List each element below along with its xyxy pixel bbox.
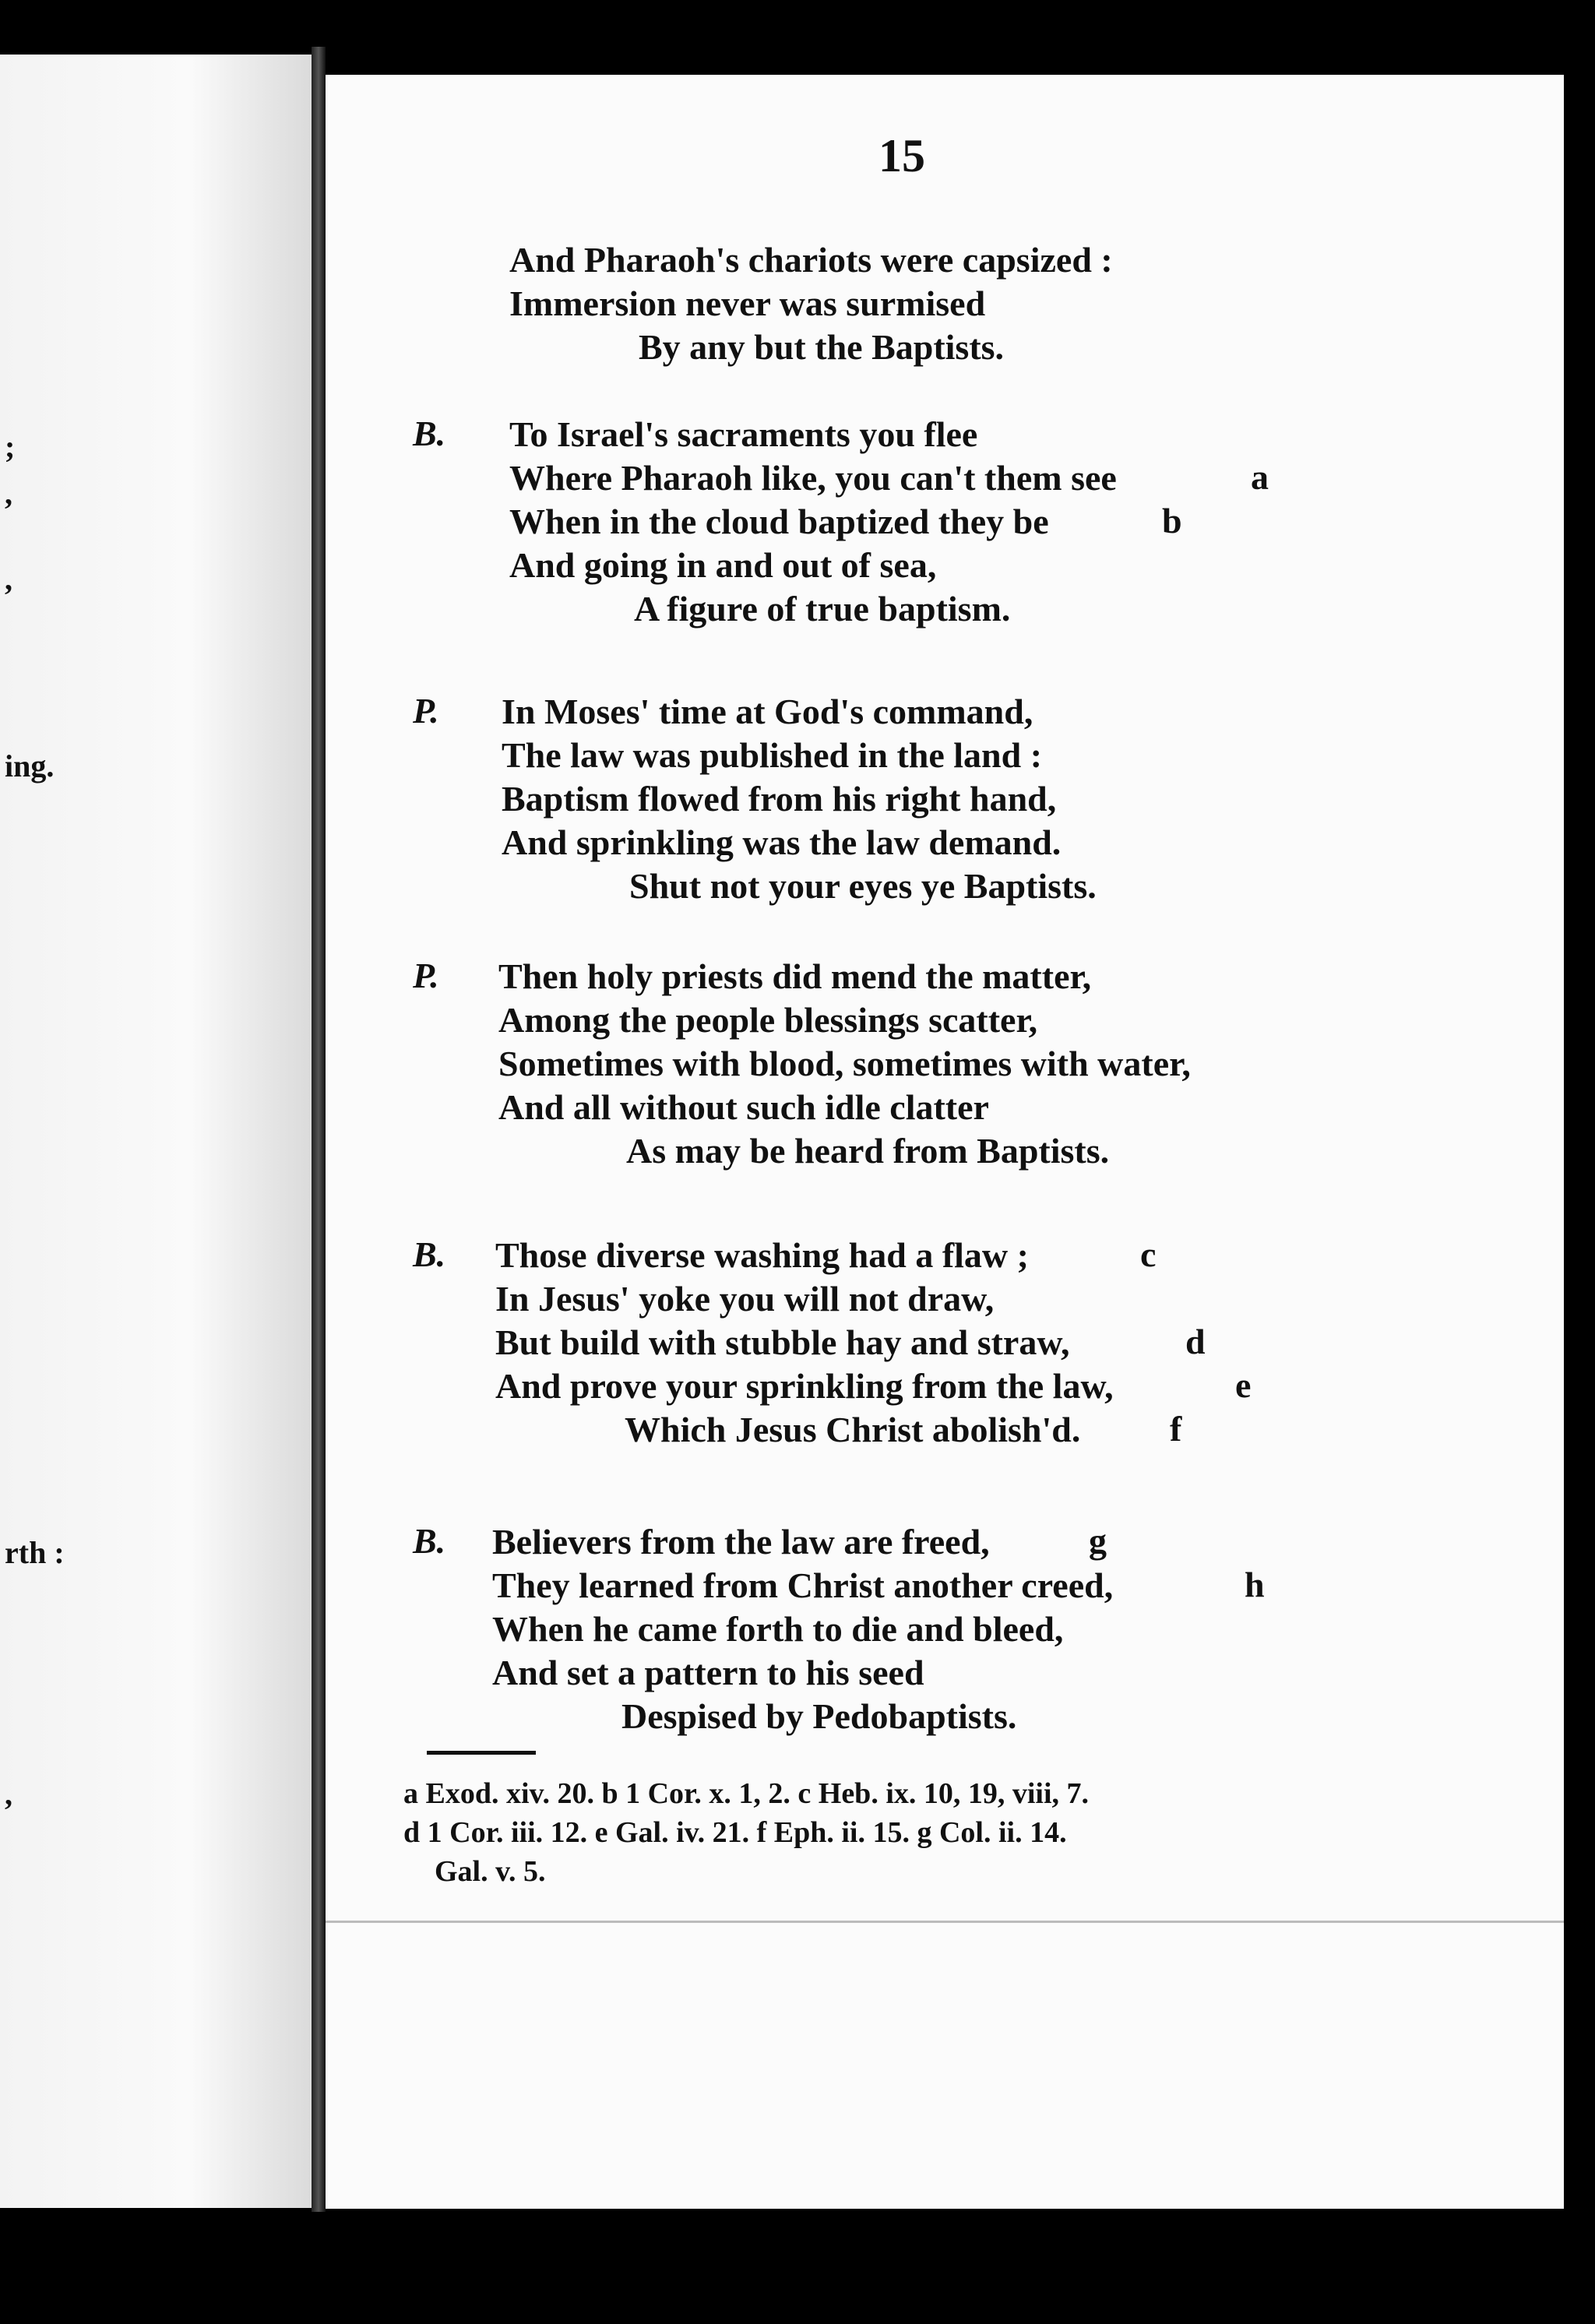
page-number: 15 [878, 130, 925, 181]
verse-line: Despised by Pedobaptists. [621, 1696, 1017, 1736]
footnote-line: d 1 Cor. iii. 12. e Gal. iv. 21. f Eph. ii. 15. g Col. ii. 14. [403, 1816, 1067, 1849]
verse-line: And going in and out of sea, [509, 545, 937, 585]
footnote-marker: c [1140, 1234, 1157, 1274]
left-fragment: ; [5, 429, 16, 464]
speaker-label: B. [413, 414, 446, 453]
footnote-rule [427, 1751, 536, 1755]
verse-line: When in the cloud baptized they be [509, 502, 1049, 541]
book-gutter [312, 47, 326, 2212]
verse-line: The law was published in the land : [502, 735, 1043, 775]
footnote-marker: d [1185, 1322, 1206, 1361]
left-fragment: ing. [5, 748, 55, 783]
verse-line: By any but the Baptists. [639, 327, 1005, 367]
left-fragment: , [5, 562, 12, 597]
verse-line: As may be heard from Baptists. [626, 1131, 1110, 1171]
verse-line: And set a pattern to his seed [492, 1653, 924, 1692]
footnote-line: Gal. v. 5. [435, 1855, 546, 1888]
previous-page-fragment [0, 55, 318, 2208]
left-fragment: , [5, 476, 12, 511]
verse-line: To Israel's sacraments you flee [509, 414, 978, 454]
speaker-label: B. [413, 1521, 446, 1561]
verse-line: Immersion never was surmised [509, 283, 986, 323]
verse-line: Among the people blessings scatter, [498, 1000, 1038, 1040]
verse-line: In Moses' time at God's command, [502, 692, 1033, 731]
footnote-line: a Exod. xiv. 20. b 1 Cor. x. 1, 2. c Heb. ix. 10, 19, viii, 7. [403, 1777, 1090, 1810]
footnote-marker: b [1162, 501, 1182, 541]
page [326, 75, 1564, 2209]
verse-line: Which Jesus Christ abolish'd. [625, 1410, 1081, 1449]
verse-line: When he came forth to die and bleed, [492, 1609, 1064, 1649]
footnote-marker: h [1245, 1565, 1265, 1604]
verse-line: In Jesus' yoke you will not draw, [495, 1279, 995, 1319]
verse-line: And prove your sprinkling from the law, [495, 1366, 1114, 1406]
verse-line: Then holy priests did mend the matter, [498, 956, 1092, 996]
verse-line: And all without such idle clatter [498, 1087, 989, 1127]
footnote-marker: f [1170, 1409, 1182, 1449]
verse-line: They learned from Christ another creed, [492, 1565, 1114, 1605]
footnote-marker: e [1235, 1365, 1252, 1405]
verse-line: Believers from the law are freed, [492, 1522, 990, 1562]
left-fragment: rth : [5, 1535, 65, 1570]
verse-line: And Pharaoh's chariots were capsized : [509, 240, 1113, 280]
speaker-label: P. [413, 956, 439, 995]
speaker-label: P. [413, 691, 439, 731]
verse-line: Those diverse washing had a flaw ; [495, 1235, 1029, 1275]
verse-line: Shut not your eyes ye Baptists. [629, 866, 1097, 906]
left-fragment: , [5, 1776, 12, 1812]
verse-line: And sprinkling was the law demand. [502, 822, 1062, 862]
verse-line: But build with stubble hay and straw, [495, 1322, 1070, 1362]
footnote-marker: a [1251, 457, 1269, 497]
verse-line: Baptism flowed from his right hand, [502, 779, 1057, 819]
verse-line: Sometimes with blood, sometimes with water, [498, 1044, 1191, 1083]
footnote-marker: g [1089, 1521, 1107, 1561]
speaker-label: B. [413, 1234, 446, 1274]
verse-line: A figure of true baptism. [634, 589, 1011, 629]
verse-line: Where Pharaoh like, you can't them see [509, 458, 1117, 498]
page-edge-line [326, 1921, 1564, 1923]
